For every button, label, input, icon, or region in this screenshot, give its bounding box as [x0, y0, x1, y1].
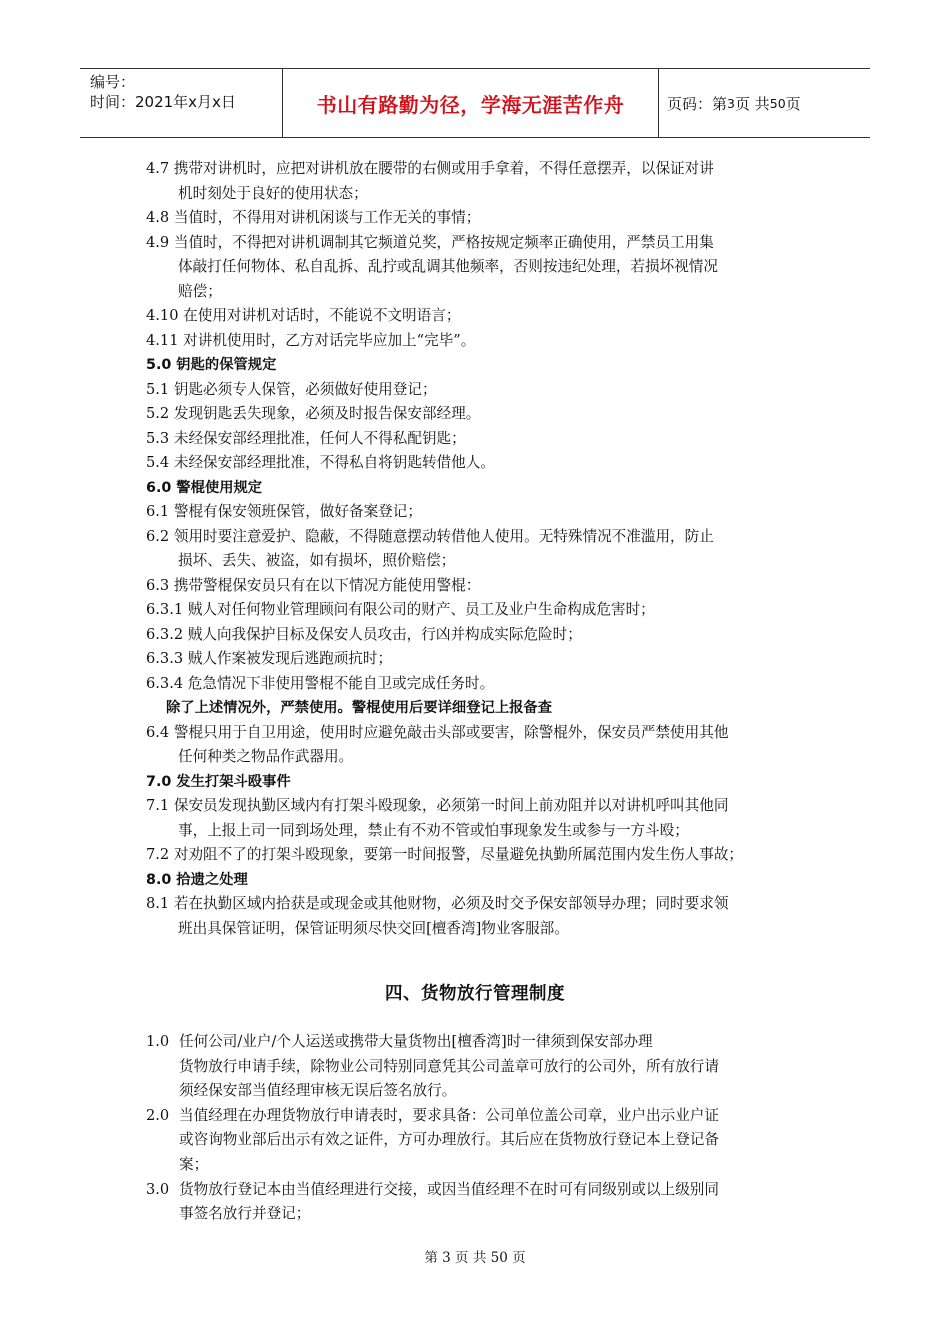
header-meta	[80, 69, 283, 137]
rule-6-3-3: 6.3.3 贼人作案被发现后逃跑顽抗时；	[146, 650, 393, 667]
cargo-rule-line: 事签名放行并登记；	[179, 1205, 311, 1223]
section-title: 四、货物放行管理制度	[385, 984, 565, 1004]
page-number: 3	[727, 95, 735, 111]
rule-6-3: 6.3 携带警棍保安员只有在以下情况方能使用警棍：	[146, 576, 481, 594]
cargo-rule-line: 案；	[179, 1155, 209, 1173]
rule-5-3: 5.3 未经保安部经理批准，任何人不得私配钥匙；	[146, 429, 466, 447]
cargo-rule-line: 当值经理在办理货物放行申请表时，要求具备：公司单位盖公司章，业户出示业户证	[179, 1106, 719, 1124]
cargo-rule	[146, 1030, 811, 1104]
cargo-rule-line: 货物放行登记本由当值经理进行交接，或因当值经理不在时可有同级别或以上级别同	[179, 1180, 719, 1198]
page-total: 50	[769, 95, 786, 111]
header-motto: 书山有路勤为径，学海无涯苦作舟	[283, 69, 659, 137]
rule-7-1: 7.1 保安员发现执勤区域内有打架斗殴现象，必须第一时间上前劝阻并以对讲机呼叫其他同	[146, 797, 729, 814]
rule-6-4-cont: 任何种类之物品作武器用。	[178, 748, 354, 765]
heading-5-0: 5.0 钥匙的保管规定	[146, 357, 277, 373]
rule-8-1: 8.1 若在执勤区域内拾获是或现金或其他财物，必须及时交予保安部领导办理；同时要求领	[146, 895, 729, 912]
rule-6-4: 6.4 警棍只用于自卫用途，使用时应避免敲击头部或要害，除警棍外，保安员严禁使用其他	[146, 723, 729, 741]
cargo-rule-number: 3.0	[146, 1180, 170, 1198]
rule-6-3-1: 6.3.1 贼人对任何物业管理顾问有限公司的财产、员工及业户生命构成危害时；	[146, 601, 655, 618]
page-prefix: 页码：第	[667, 94, 728, 113]
cargo-rule-number: 1.0	[146, 1033, 170, 1050]
document-date: 时间：2021年x月x日	[90, 93, 236, 111]
cargo-rule-line: 任何公司/业户/个人运送或携带大量货物出[檀香湾]时一律须到保安部办理	[179, 1033, 653, 1050]
page-mid: 页 共	[734, 94, 770, 113]
page-suffix: 页	[785, 94, 801, 113]
rule-4-7-cont: 机时刻处于良好的使用状态；	[178, 184, 368, 202]
document-number-label: 编号：	[90, 73, 136, 91]
rule-8-1-cont: 班出具保管证明，保管证明须尽快交回[檀香湾]物业客服部。	[178, 919, 569, 937]
rule-4-11: 4.11 对讲机使用时，乙方对话完毕应加上“完毕”。	[146, 331, 476, 349]
rule-5-2: 5.2 发现钥匙丢失现象，必须及时报告保安部经理。	[146, 405, 481, 422]
cargo-rule-line: 货物放行申请手续，除物业公司特别同意凭其公司盖章可放行的公司外，所有放行请	[179, 1057, 719, 1075]
rule-4-9-cont: 体敲打任何物体、私自乱拆、乱拧或乱调其他频率，否则按违纪处理，若损坏视情况	[178, 258, 718, 275]
cargo-rule-line: 须经保安部当值经理审核无误后签名放行。	[179, 1082, 457, 1100]
heading-7-0: 7.0 发生打架斗殴事件	[146, 773, 291, 790]
page-footer: 第 3 页 共 50 页	[424, 1250, 526, 1266]
heading-6-0: 6.0 警棍使用规定	[146, 479, 263, 496]
cargo-rule-number: 2.0	[146, 1106, 170, 1124]
cargo-rule-line: 或咨询物业部后出示有效之证件，方可办理放行。其后应在货物放行登记本上登记备	[179, 1131, 719, 1149]
rule-5-4: 5.4 未经保安部经理批准，不得私自将钥匙转借他人。	[146, 454, 495, 471]
rule-7-2: 7.2 对劝阻不了的打架斗殴现象，要第一时间报警，尽量避免执勤所属范围内发生伤人事故；	[146, 846, 744, 863]
rule-4-9-cont: 赔偿；	[178, 282, 222, 300]
rule-5-1: 5.1 钥匙必须专人保管，必须做好使用登记；	[146, 380, 437, 398]
cargo-rule	[146, 1104, 811, 1178]
page-header	[80, 68, 870, 138]
heading-8-0: 8.0 拾遗之处理	[146, 871, 248, 888]
rule-4-7: 4.7 携带对讲机时，应把对讲机放在腰带的右侧或用手拿着，不得任意摆弄，以保证对讲	[146, 160, 714, 177]
rule-6-1: 6.1 警棍有保安领班保管，做好备案登记；	[146, 503, 422, 520]
header-page-info	[659, 69, 870, 137]
cargo-release-rules	[146, 1030, 811, 1227]
rule-6-3-4: 6.3.4 危急情况下非使用警棍不能自卫或完成任务时。	[146, 674, 495, 692]
document-body	[146, 157, 811, 941]
rule-4-8: 4.8 当值时，不得用对讲机闲谈与工作无关的事情；	[146, 209, 481, 226]
rule-6-2-cont: 损坏、丢失、被盗，如有损坏，照价赔偿；	[178, 552, 456, 569]
rule-4-10: 4.10 在使用对讲机对话时，不能说不文明语言；	[146, 307, 461, 324]
rule-6-3-2: 6.3.2 贼人向我保护目标及保安人员攻击，行凶并构成实际危险时；	[146, 625, 582, 643]
rule-4-9: 4.9 当值时，不得把对讲机调制其它频道兑奖，严格按规定频率正确使用，严禁员工用集	[146, 233, 714, 251]
cargo-rule	[146, 1178, 811, 1227]
baton-restriction-note: 除了上述情况外，严禁使用。警棍使用后要详细登记上报备查	[166, 700, 553, 716]
rule-6-2: 6.2 领用时要注意爱护、隐蔽，不得随意摆动转借他人使用。无特殊情况不准滥用，防止	[146, 527, 714, 545]
rule-7-1-cont: 事，上报上司一同到场处理，禁止有不劝不管或怕事现象发生或参与一方斗殴；	[178, 821, 689, 839]
